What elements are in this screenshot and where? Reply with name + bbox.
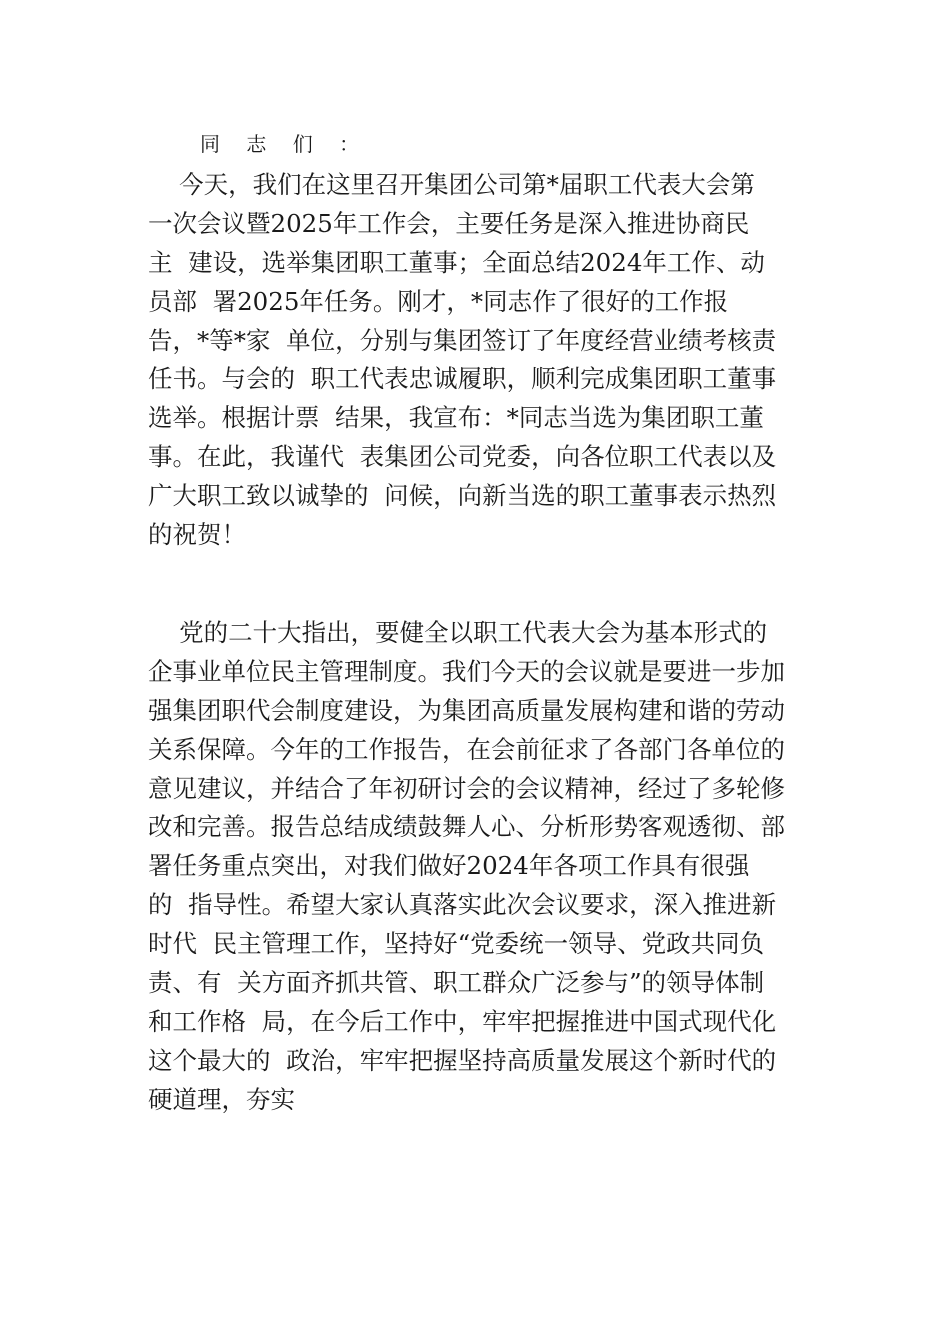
paragraph-line: 的 指导性。希望大家认真落实此次会议要求，深入推进新 xyxy=(148,890,777,920)
paragraph-line: 员部 署2025年任务。刚才，*同志作了很好的工作报 xyxy=(148,286,729,316)
paragraph-line: 任书。与会的 职工代表忠诚履职，顺利完成集团职工董事 xyxy=(148,364,777,394)
paragraph-line: 一次会议暨2025年工作会，主要任务是深入推进协商民 xyxy=(148,208,750,238)
paragraph-line: 主 建设，选举集团职工董事；全面总结2024年工作、动 xyxy=(148,247,765,277)
paragraph-line: 硬道理，夯实 xyxy=(148,1084,295,1114)
paragraph-line: 党的二十大指出，要健全以职工代表大会为基本形式的 xyxy=(148,618,768,647)
paragraph-line: 强集团职代会制度建设，为集团高质量发展构建和谐的劳动 xyxy=(148,695,785,725)
paragraph-2 xyxy=(148,614,808,1120)
paragraph-1 xyxy=(148,166,808,555)
paragraph-line: 改和完善。报告总结成绩鼓舞人心、分析形势客观透彻、部 xyxy=(148,812,785,842)
paragraph-line: 广大职工致以诚挚的 问候，向新当选的职工董事表示热烈 xyxy=(148,481,777,511)
paragraph-line: 关系保障。今年的工作报告，在会前征求了各部门各单位的 xyxy=(148,734,785,764)
paragraph-line: 意见建议，并结合了年初研讨会的会议精神，经过了多轮修 xyxy=(148,773,785,803)
paragraph-line: 今天，我们在这里召开集团公司第*届职工代表大会第 xyxy=(148,170,755,199)
salutation: 同 志 们 ： xyxy=(200,132,370,156)
paragraph-line: 告，*等*家 单位，分别与集团签订了年度经营业绩考核责 xyxy=(148,325,777,355)
paragraph-line: 事。在此，我谨代 表集团公司党委，向各位职工代表以及 xyxy=(148,442,777,472)
paragraph-line: 的祝贺！ xyxy=(148,520,246,550)
paragraph-line: 署任务重点突出，对我们做好2024年各项工作具有很强 xyxy=(148,851,750,881)
paragraph-line: 选举。根据计票 结果，我宣布：*同志当选为集团职工董 xyxy=(148,403,764,433)
paragraph-line: 时代 民主管理工作，坚持好“党委统一领导、党政共同负 xyxy=(148,929,765,959)
paragraph-line: 责、有 关方面齐抓共管、职工群众广泛参与”的领导体制 xyxy=(148,968,765,998)
paragraph-line: 和工作格 局，在今后工作中，牢牢把握推进中国式现代化 xyxy=(148,1006,777,1036)
paragraph-line: 企事业单位民主管理制度。我们今天的会议就是要进一步加 xyxy=(148,656,785,686)
paragraph-line: 这个最大的 政治，牢牢把握坚持高质量发展这个新时代的 xyxy=(148,1045,777,1075)
